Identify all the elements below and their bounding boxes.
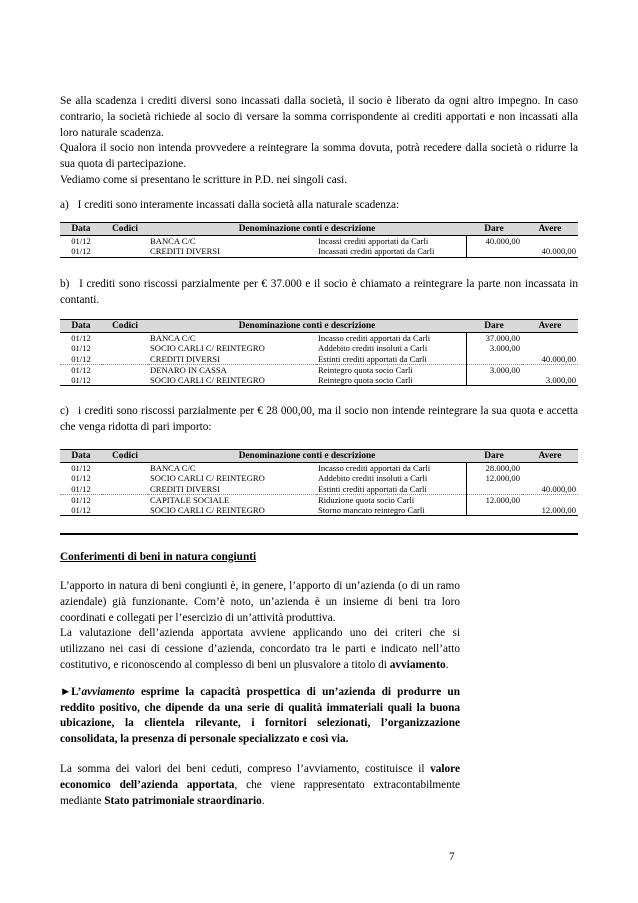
row-description: Incassi crediti apportati da Carli — [318, 236, 429, 246]
col-data-header: Data — [60, 450, 102, 463]
row-account: SOCIO CARLI C/ REINTEGRO — [150, 343, 265, 354]
row-code — [102, 246, 148, 257]
page-number: 7 — [449, 851, 455, 863]
table-row — [60, 505, 578, 516]
section-divider — [60, 533, 578, 535]
row-avere — [522, 343, 578, 353]
case-a-text: I crediti sono interamente incassati dalla società alla naturale scadenza: — [77, 199, 400, 211]
case-c-text: i crediti sono riscossi parzialmente per € 28 000,00, ma il socio non intende reintegrare la sua quota e accetta che venga ridotta di pari importo: — [60, 405, 578, 433]
row-code — [102, 484, 148, 495]
row-code — [102, 375, 148, 386]
case-b-text: I crediti sono riscossi parzialmente per € 37.000 e il socio è chiamato a reintegrare la parte non incassata in contanti. — [60, 278, 579, 306]
row-dare — [466, 354, 522, 365]
col-dare-header: Dare — [466, 450, 522, 463]
row-avere: 40.000,00 — [522, 484, 578, 495]
row-code — [102, 354, 148, 365]
row-date: 01/12 — [60, 484, 102, 495]
row-code — [102, 343, 148, 353]
row-dare — [466, 505, 522, 516]
intro-paragraph-3: Vediamo come si presentano le scritture in P.D. nei singoli casi. — [60, 173, 348, 186]
row-code — [102, 463, 148, 474]
table-row — [60, 343, 578, 353]
table-row — [60, 333, 578, 344]
row-date: 01/12 — [71, 343, 91, 354]
row-date: 01/12 — [71, 333, 91, 343]
col-dare-header: Dare — [466, 320, 522, 333]
row-avere — [522, 463, 578, 474]
intro-paragraph-2: Qualora il socio non intenda provvedere a reintegrare la somma dovuta, potrà recedere dalla società o ridurre la sua quota di partecipazione. — [60, 142, 578, 171]
row-dare: 12.000,00 — [466, 494, 522, 505]
row-date: 01/12 — [71, 236, 91, 246]
row-avere — [522, 333, 578, 344]
row-avere — [522, 473, 578, 483]
avviamento-term: avviamento — [389, 658, 446, 671]
table-row — [60, 246, 578, 257]
case-b-heading — [60, 277, 578, 309]
row-dare: 3.000,00 — [466, 343, 522, 353]
col-desc-header: Denominazione conti e descrizione — [148, 223, 466, 236]
row-dare: 12.000,00 — [466, 473, 522, 483]
row-date: 01/12 — [60, 375, 102, 386]
row-date: 01/12 — [60, 354, 102, 365]
row-description: Storno mancato reintegro Carli — [316, 505, 466, 516]
row-code — [102, 473, 148, 483]
row-dare: 40.000,00 — [466, 236, 522, 247]
row-dare: 28.000,00 — [466, 463, 522, 474]
table-header-row — [60, 450, 578, 463]
col-codici-header: Codici — [102, 320, 148, 333]
row-description: Incasso crediti apportati da Carli — [318, 333, 431, 343]
case-a-label: a) — [60, 199, 69, 211]
row-description: Incassati crediti apportati da Carli — [316, 246, 466, 257]
table-header-row — [60, 320, 578, 333]
section-paragraph-2: La valutazione dell’azienda apportata avviene applicando uno dei criteri che si utilizzano nei casi di cessione d’azienda, concordato tra le parti e indicato nell’atto costitutivo, e riconoscendo al complesso di beni un plusvalore a titolo di avviamento. — [60, 627, 460, 671]
journal-table-a — [60, 222, 578, 258]
row-account: SOCIO CARLI C/ REINTEGRO — [150, 473, 265, 484]
row-code — [102, 364, 148, 375]
row-avere: 12.000,00 — [522, 505, 578, 516]
case-c-heading — [60, 404, 578, 436]
row-description: Reintegro quota socio Carli — [318, 364, 413, 375]
col-desc-header: Denominazione conti e descrizione — [148, 320, 466, 333]
col-avere-header: Avere — [522, 223, 578, 236]
case-c-label: c) — [60, 405, 69, 417]
journal-table-b — [60, 319, 578, 386]
table-header-row — [60, 223, 578, 236]
table-row — [60, 463, 578, 474]
row-description: Estinti crediti apportati da Carli — [316, 354, 466, 365]
col-codici-header: Codici — [102, 223, 148, 236]
row-date: 01/12 — [60, 246, 102, 257]
row-dare: 37.000,00 — [466, 333, 522, 344]
row-dare — [466, 484, 522, 495]
row-description: Riduzione quota socio Carli — [318, 494, 415, 505]
row-description: Addebito crediti insoluti a Carli — [318, 343, 428, 354]
table-row — [60, 473, 578, 483]
row-description: Addebito crediti insoluti a Carli — [318, 473, 428, 484]
row-dare — [466, 246, 522, 257]
col-avere-header: Avere — [522, 320, 578, 333]
row-date: 01/12 — [71, 364, 91, 375]
intro-text — [60, 94, 578, 189]
row-description: Reintegro quota socio Carli — [316, 375, 466, 386]
row-code — [102, 505, 148, 516]
row-dare — [466, 375, 522, 386]
col-desc-header: Denominazione conti e descrizione — [148, 450, 466, 463]
col-data-header: Data — [60, 320, 102, 333]
intro-paragraph-1: Se alla scadenza i crediti diversi sono incassati dalla società, il socio è liberato da ogni altro impegno. In caso contrario, la società richiede al socio di versare la somma corrispondente ai crediti apportati e non incassati alla loro naturale scadenza. — [60, 95, 578, 139]
row-date: 01/12 — [71, 473, 91, 484]
col-avere-header: Avere — [522, 450, 578, 463]
row-code — [102, 333, 148, 344]
row-account: CREDITI DIVERSI — [148, 246, 316, 257]
row-dare: 3.000,00 — [466, 364, 522, 375]
col-codici-header: Codici — [102, 450, 148, 463]
row-account: CREDITI DIVERSI — [148, 484, 316, 495]
row-date: 01/12 — [71, 463, 91, 473]
row-account: CAPITALE SOCIALE — [150, 494, 230, 505]
row-account: DENARO IN CASSA — [150, 364, 227, 375]
row-avere — [522, 236, 578, 247]
row-avere: 40.000,00 — [522, 246, 578, 257]
table-row — [60, 354, 578, 365]
row-account: BANCA C/C — [150, 333, 196, 343]
table-row — [60, 494, 578, 505]
section-title: Conferimenti di beni in natura congiunti — [60, 551, 257, 563]
row-avere — [522, 494, 578, 505]
col-dare-header: Dare — [466, 223, 522, 236]
row-account: SOCIO CARLI C/ REINTEGRO — [148, 375, 316, 386]
row-description: Estinti crediti apportati da Carli — [316, 484, 466, 495]
row-account: BANCA C/C — [150, 236, 196, 246]
table-row — [60, 484, 578, 495]
row-avere: 40.000,00 — [522, 354, 578, 365]
col-data-header: Data — [60, 223, 102, 236]
row-account: BANCA C/C — [150, 463, 196, 473]
section-paragraph-3: ►L’avviamento esprime la capacità prospettica di un’azienda di produrre un reddito positivo, che dipende da una serie di qualità immateriali quali la buona ubicazione, la clientela rilevante, i fornitori selezionati, l’organizzazione consolidata, la presenza di personale specializzato e così via. — [60, 685, 460, 746]
arrow-icon: ►L’ — [60, 685, 82, 698]
table-row — [60, 375, 578, 386]
journal-table-c — [60, 449, 578, 516]
row-date: 01/12 — [60, 505, 102, 516]
row-account: CREDITI DIVERSI — [148, 354, 316, 365]
row-avere: 3.000,00 — [522, 375, 578, 386]
row-avere — [522, 364, 578, 375]
table-row — [60, 364, 578, 375]
case-a-heading — [60, 198, 580, 214]
row-description: Incasso crediti apportati da Carli — [318, 463, 431, 473]
section-paragraph-1: L’apporto in natura di beni congiunti è, in genere, l’apporto di un’azienda (o di un ramo aziendale) già funzionante. Com’è noto, un’azienda è un insieme di beni tra loro coordinati e collegati per l’esercizio di un’attività produttiva. — [60, 580, 460, 624]
table-row — [60, 236, 578, 247]
row-code — [102, 494, 148, 505]
case-b-label: b) — [60, 278, 70, 290]
row-account: SOCIO CARLI C/ REINTEGRO — [148, 505, 316, 516]
section-body — [60, 579, 460, 809]
row-code — [102, 236, 148, 247]
section-paragraph-4: La somma dei valori dei beni ceduti, compreso l’avviamento, costituisce il valore economico dell’azienda apportata, che viene rappresentato extracontabilmente mediante Stato patrimoniale straordinario. — [60, 762, 461, 807]
row-date: 01/12 — [71, 494, 91, 505]
